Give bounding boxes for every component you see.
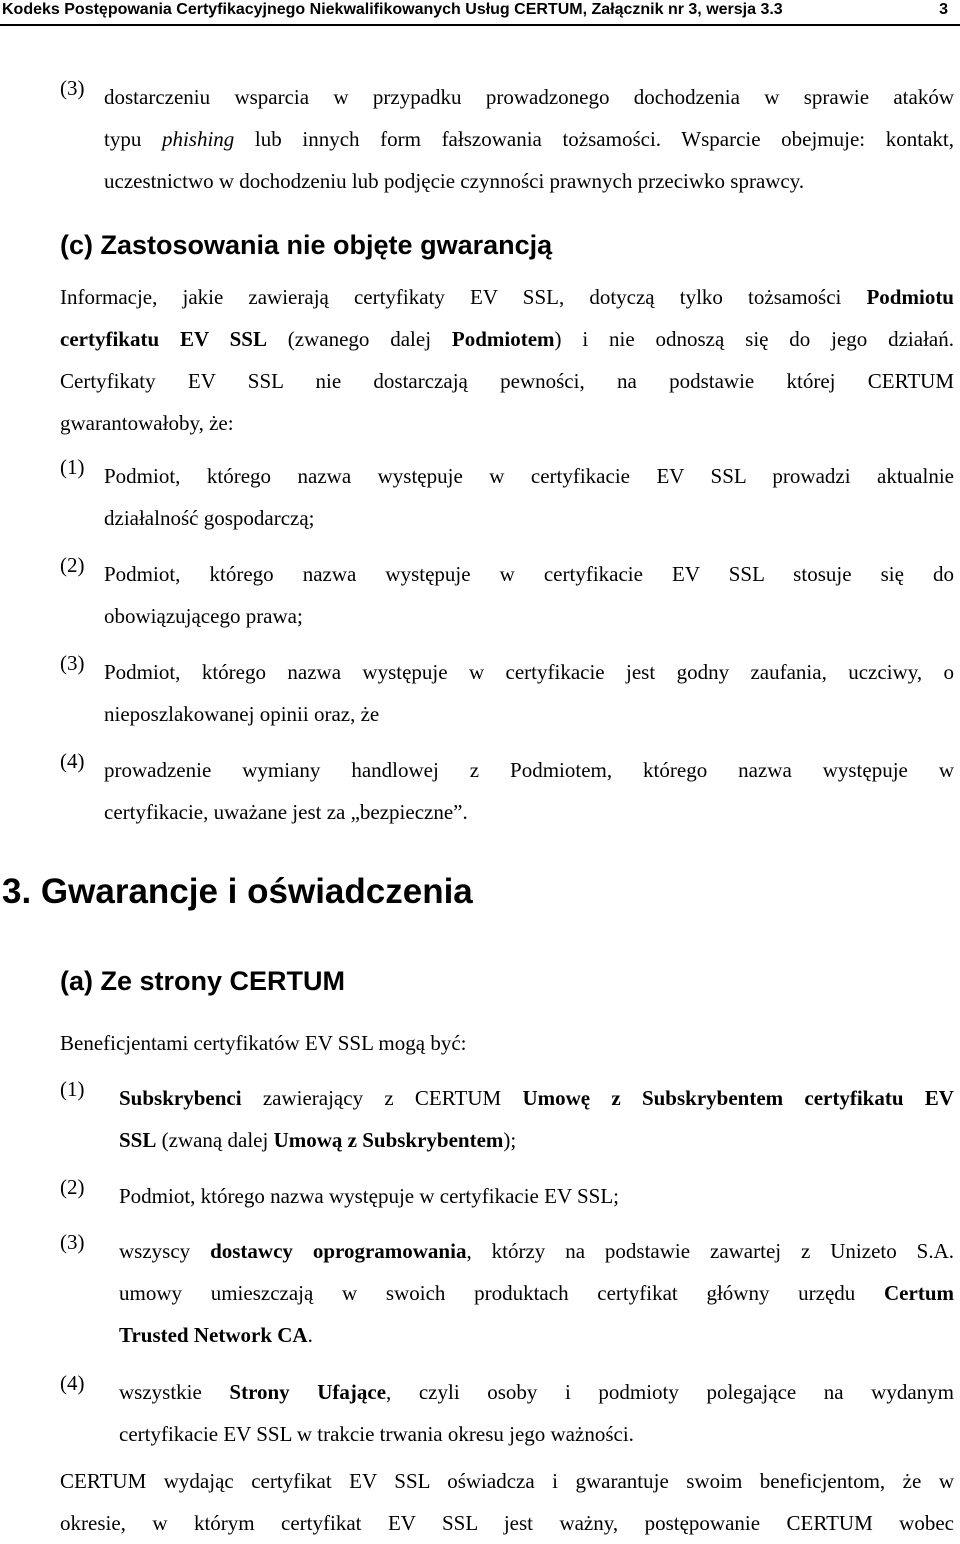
list-item: Podmiot, którego nazwa występuje w certyfikacie EV SSL;: [119, 1184, 620, 1208]
list-item-number: (3): [60, 651, 85, 675]
list-item-number: (4): [60, 1371, 85, 1395]
list-item: prowadzenie wymiany handlowej z Podmiotem, którego nazwa występuje w certyfikacie, uważane jest za „bezpieczne”.: [104, 758, 954, 824]
section-heading: (c) Zastosowania nie objęte gwarancją: [60, 230, 553, 260]
document-title: Kodeks Postępowania Certyfikacyjnego Niekwalifikowanych Usług CERTUM, Załącznik nr 3, wersja 3.3: [2, 1, 783, 18]
list-item: wszystkie Strony Ufające, czyli osoby i podmioty polegające na wydanym certyfikacie EV SSL w trakcie trwania okresu jego ważności.: [119, 1380, 954, 1446]
section-heading: (a) Ze strony CERTUM: [60, 966, 346, 996]
list-item-number: (4): [60, 749, 85, 773]
list-item: Podmiot, którego nazwa występuje w certyfikacie jest godny zaufania, uczciwy, o nieposzlakowanej opinii oraz, że: [104, 660, 954, 726]
list-item-number: (3): [60, 76, 85, 100]
list-item: wszyscy dostawcy oprogramowania, którzy na podstawie zawartej z Unizeto S.A. umowy umieszczają w swoich produktach certyfikat główny urzędu Certum Trusted Network CA.: [119, 1239, 955, 1347]
list-item: Subskrybenci zawierający z CERTUM Umowę z Subskrybentem certyfikatu EV SSL (zwaną dalej Umową z Subskrybentem);: [119, 1086, 954, 1152]
paragraph: CERTUM wydając certyfikat EV SSL oświadcza i gwarantuje swoim beneficjentom, że w okresie, w którym certyfikat EV SSL jest ważny, postępowanie CERTUM wobec: [60, 1469, 954, 1535]
list-item-number: (2): [60, 1175, 85, 1199]
list-item: Podmiot, którego nazwa występuje w certyfikacie EV SSL stosuje się do obowiązującego prawa;: [104, 562, 954, 628]
list-item-number: (1): [60, 1077, 85, 1101]
list-item-number: (3): [60, 1230, 85, 1254]
list-item-number: (1): [60, 455, 85, 479]
page-header: [0, 0, 960, 26]
paragraph: Beneficjentami certyfikatów EV SSL mogą być:: [60, 1031, 467, 1055]
header-rule: [0, 24, 960, 26]
chapter-heading: 3. Gwarancje i oświadczenia: [2, 872, 473, 911]
page-number: 3: [939, 1, 948, 18]
list-item-number: (2): [60, 553, 85, 577]
list-item: Podmiot, którego nazwa występuje w certyfikacie EV SSL prowadzi aktualnie działalność gospodarczą;: [104, 464, 954, 530]
list-item-text: dostarczeniu wsparcia w przypadku prowadzonego dochodzenia w sprawie ataków typu phishing lub innych form fałszowania tożsamości. Wsparcie obejmuje: kontakt, uczestnictwo w dochodzeniu lub podjęcie czynności prawnych przeciwko sprawcy.: [104, 85, 954, 193]
paragraph: Informacje, jakie zawierają certyfikaty EV SSL, dotyczą tylko tożsamości Podmiotu certyfikatu EV SSL (zwanego dalej Podmiotem) i nie odnoszą się do jego działań. Certyfikaty EV SSL nie dostarczają pewności, na podstawie której CERTUM gwarantowałoby, że:: [60, 285, 954, 435]
